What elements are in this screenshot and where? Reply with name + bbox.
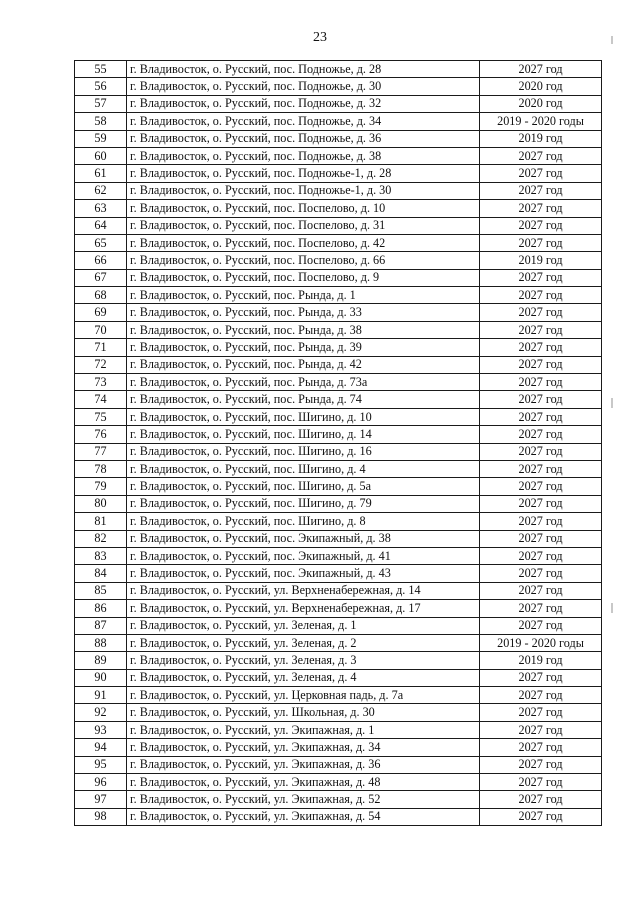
address-cell: г. Владивосток, о. Русский, пос. Поспелово, д. 9: [127, 269, 480, 286]
table-row: [75, 130, 602, 147]
year-cell: 2027 год: [480, 391, 602, 408]
row-number-cell: 65: [75, 234, 127, 251]
year-cell: 2027 год: [480, 165, 602, 182]
row-number-cell: 97: [75, 791, 127, 808]
row-number-cell: 66: [75, 252, 127, 269]
table-row: [75, 443, 602, 460]
row-number-cell: 73: [75, 374, 127, 391]
table-row: [75, 756, 602, 773]
row-number-cell: 55: [75, 61, 127, 78]
address-cell: г. Владивосток, о. Русский, пос. Рында, д. 33: [127, 304, 480, 321]
year-cell: 2020 год: [480, 95, 602, 112]
table-row: [75, 617, 602, 634]
row-number-cell: 70: [75, 321, 127, 338]
address-cell: г. Владивосток, о. Русский, пос. Экипажный, д. 38: [127, 530, 480, 547]
year-cell: 2027 год: [480, 321, 602, 338]
row-number-cell: 85: [75, 582, 127, 599]
address-cell: г. Владивосток, о. Русский, пос. Рында, д. 42: [127, 356, 480, 373]
housing-schedule-table: [74, 60, 602, 826]
row-number-cell: 69: [75, 304, 127, 321]
table-row: [75, 374, 602, 391]
table-row: [75, 269, 602, 286]
year-cell: 2027 год: [480, 269, 602, 286]
table-row: [75, 252, 602, 269]
address-cell: г. Владивосток, о. Русский, ул. Экипажная, д. 48: [127, 774, 480, 791]
table-row: [75, 460, 602, 477]
year-cell: 2027 год: [480, 582, 602, 599]
row-number-cell: 57: [75, 95, 127, 112]
address-cell: г. Владивосток, о. Русский, пос. Шигино, д. 10: [127, 408, 480, 425]
address-cell: г. Владивосток, о. Русский, пос. Шигино, д. 5а: [127, 478, 480, 495]
address-cell: г. Владивосток, о. Русский, пос. Шигино, д. 8: [127, 513, 480, 530]
table-body: [75, 61, 602, 826]
table-row: [75, 687, 602, 704]
year-cell: 2027 год: [480, 669, 602, 686]
year-cell: 2027 год: [480, 147, 602, 164]
table-row: [75, 426, 602, 443]
table-row: [75, 791, 602, 808]
table-row: [75, 478, 602, 495]
year-cell: 2027 год: [480, 61, 602, 78]
address-cell: г. Владивосток, о. Русский, пос. Подножье, д. 32: [127, 95, 480, 112]
table-row: [75, 408, 602, 425]
year-cell: 2027 год: [480, 426, 602, 443]
year-cell: 2027 год: [480, 408, 602, 425]
table-row: [75, 200, 602, 217]
year-cell: 2019 год: [480, 652, 602, 669]
year-cell: 2027 год: [480, 217, 602, 234]
address-cell: г. Владивосток, о. Русский, ул. Экипажная, д. 54: [127, 808, 480, 825]
address-cell: г. Владивосток, о. Русский, ул. Экипажная, д. 52: [127, 791, 480, 808]
table-row: [75, 95, 602, 112]
table-row: [75, 704, 602, 721]
year-cell: 2027 год: [480, 460, 602, 477]
address-cell: г. Владивосток, о. Русский, пос. Шигино, д. 4: [127, 460, 480, 477]
row-number-cell: 94: [75, 739, 127, 756]
table-row: [75, 530, 602, 547]
row-number-cell: 77: [75, 443, 127, 460]
address-cell: г. Владивосток, о. Русский, ул. Верхненабережная, д. 14: [127, 582, 480, 599]
row-number-cell: 84: [75, 565, 127, 582]
table-row: [75, 600, 602, 617]
table-row: [75, 739, 602, 756]
table-row: [75, 547, 602, 564]
year-cell: 2027 год: [480, 374, 602, 391]
year-cell: 2027 год: [480, 304, 602, 321]
year-cell: 2027 год: [480, 791, 602, 808]
address-cell: г. Владивосток, о. Русский, пос. Рында, д. 39: [127, 339, 480, 356]
table-row: [75, 61, 602, 78]
address-cell: г. Владивосток, о. Русский, пос. Поспелово, д. 31: [127, 217, 480, 234]
year-cell: 2027 год: [480, 808, 602, 825]
table-row: [75, 147, 602, 164]
year-cell: 2027 год: [480, 756, 602, 773]
table-row: [75, 321, 602, 338]
year-cell: 2027 год: [480, 530, 602, 547]
year-cell: 2019 год: [480, 252, 602, 269]
table-row: [75, 513, 602, 530]
address-cell: г. Владивосток, о. Русский, пос. Рында, д. 38: [127, 321, 480, 338]
row-number-cell: 76: [75, 426, 127, 443]
year-cell: 2027 год: [480, 739, 602, 756]
table-row: [75, 287, 602, 304]
row-number-cell: 67: [75, 269, 127, 286]
row-number-cell: 62: [75, 182, 127, 199]
year-cell: 2027 год: [480, 182, 602, 199]
year-cell: 2027 год: [480, 547, 602, 564]
row-number-cell: 93: [75, 721, 127, 738]
address-cell: г. Владивосток, о. Русский, пос. Поспелово, д. 42: [127, 234, 480, 251]
row-number-cell: 74: [75, 391, 127, 408]
year-cell: 2019 - 2020 годы: [480, 634, 602, 651]
address-cell: г. Владивосток, о. Русский, ул. Верхненабережная, д. 17: [127, 600, 480, 617]
year-cell: 2019 год: [480, 130, 602, 147]
address-cell: г. Владивосток, о. Русский, пос. Поспелово, д. 66: [127, 252, 480, 269]
address-cell: г. Владивосток, о. Русский, пос. Рында, д. 73а: [127, 374, 480, 391]
year-cell: 2027 год: [480, 704, 602, 721]
table-row: [75, 391, 602, 408]
address-cell: г. Владивосток, о. Русский, пос. Шигино, д. 79: [127, 495, 480, 512]
row-number-cell: 96: [75, 774, 127, 791]
address-cell: г. Владивосток, о. Русский, пос. Подножье, д. 34: [127, 113, 480, 130]
address-cell: г. Владивосток, о. Русский, ул. Зеленая, д. 4: [127, 669, 480, 686]
address-cell: г. Владивосток, о. Русский, пос. Рында, д. 1: [127, 287, 480, 304]
row-number-cell: 72: [75, 356, 127, 373]
table-row: [75, 634, 602, 651]
scan-margin-mark: [611, 603, 613, 613]
address-cell: г. Владивосток, о. Русский, ул. Экипажная, д. 34: [127, 739, 480, 756]
table-row: [75, 339, 602, 356]
page-number: 23: [313, 30, 327, 45]
row-number-cell: 78: [75, 460, 127, 477]
row-number-cell: 87: [75, 617, 127, 634]
address-cell: г. Владивосток, о. Русский, ул. Зеленая, д. 2: [127, 634, 480, 651]
address-cell: г. Владивосток, о. Русский, ул. Зеленая, д. 3: [127, 652, 480, 669]
address-cell: г. Владивосток, о. Русский, ул. Зеленая, д. 1: [127, 617, 480, 634]
table-row: [75, 304, 602, 321]
row-number-cell: 64: [75, 217, 127, 234]
row-number-cell: 86: [75, 600, 127, 617]
address-cell: г. Владивосток, о. Русский, пос. Подножье, д. 28: [127, 61, 480, 78]
address-cell: г. Владивосток, о. Русский, пос. Поспелово, д. 10: [127, 200, 480, 217]
table-row: [75, 565, 602, 582]
row-number-cell: 81: [75, 513, 127, 530]
table-row: [75, 582, 602, 599]
year-cell: 2027 год: [480, 721, 602, 738]
table-row: [75, 652, 602, 669]
address-cell: г. Владивосток, о. Русский, пос. Подножье, д. 36: [127, 130, 480, 147]
address-cell: г. Владивосток, о. Русский, ул. Экипажная, д. 36: [127, 756, 480, 773]
row-number-cell: 58: [75, 113, 127, 130]
row-number-cell: 75: [75, 408, 127, 425]
year-cell: 2027 год: [480, 234, 602, 251]
table-row: [75, 721, 602, 738]
address-cell: г. Владивосток, о. Русский, ул. Церковная падь, д. 7а: [127, 687, 480, 704]
row-number-cell: 91: [75, 687, 127, 704]
address-cell: г. Владивосток, о. Русский, пос. Подножье-1, д. 28: [127, 165, 480, 182]
year-cell: 2019 - 2020 годы: [480, 113, 602, 130]
scan-margin-mark: [611, 398, 613, 408]
table-row: [75, 165, 602, 182]
table-row: [75, 113, 602, 130]
year-cell: 2027 год: [480, 774, 602, 791]
table-row: [75, 217, 602, 234]
year-cell: 2027 год: [480, 687, 602, 704]
table-row: [75, 669, 602, 686]
year-cell: 2027 год: [480, 617, 602, 634]
year-cell: 2027 год: [480, 287, 602, 304]
row-number-cell: 79: [75, 478, 127, 495]
row-number-cell: 83: [75, 547, 127, 564]
year-cell: 2027 год: [480, 565, 602, 582]
row-number-cell: 61: [75, 165, 127, 182]
row-number-cell: 95: [75, 756, 127, 773]
year-cell: 2027 год: [480, 443, 602, 460]
address-cell: г. Владивосток, о. Русский, ул. Школьная, д. 30: [127, 704, 480, 721]
row-number-cell: 68: [75, 287, 127, 304]
year-cell: 2027 год: [480, 200, 602, 217]
row-number-cell: 92: [75, 704, 127, 721]
row-number-cell: 80: [75, 495, 127, 512]
row-number-cell: 56: [75, 78, 127, 95]
table-row: [75, 78, 602, 95]
address-cell: г. Владивосток, о. Русский, пос. Подножье, д. 38: [127, 147, 480, 164]
year-cell: 2027 год: [480, 356, 602, 373]
table-row: [75, 356, 602, 373]
row-number-cell: 88: [75, 634, 127, 651]
year-cell: 2027 год: [480, 478, 602, 495]
row-number-cell: 63: [75, 200, 127, 217]
row-number-cell: 98: [75, 808, 127, 825]
row-number-cell: 60: [75, 147, 127, 164]
address-cell: г. Владивосток, о. Русский, пос. Экипажный, д. 41: [127, 547, 480, 564]
row-number-cell: 89: [75, 652, 127, 669]
year-cell: 2020 год: [480, 78, 602, 95]
year-cell: 2027 год: [480, 339, 602, 356]
row-number-cell: 82: [75, 530, 127, 547]
table-row: [75, 774, 602, 791]
year-cell: 2027 год: [480, 495, 602, 512]
table-row: [75, 808, 602, 825]
row-number-cell: 59: [75, 130, 127, 147]
address-cell: г. Владивосток, о. Русский, пос. Шигино, д. 14: [127, 426, 480, 443]
table-row: [75, 234, 602, 251]
address-cell: г. Владивосток, о. Русский, пос. Подножье, д. 30: [127, 78, 480, 95]
address-cell: г. Владивосток, о. Русский, ул. Экипажная, д. 1: [127, 721, 480, 738]
row-number-cell: 71: [75, 339, 127, 356]
address-cell: г. Владивосток, о. Русский, пос. Подножье-1, д. 30: [127, 182, 480, 199]
address-cell: г. Владивосток, о. Русский, пос. Рында, д. 74: [127, 391, 480, 408]
address-cell: г. Владивосток, о. Русский, пос. Экипажный, д. 43: [127, 565, 480, 582]
scan-margin-mark: [611, 36, 613, 44]
address-cell: г. Владивосток, о. Русский, пос. Шигино, д. 16: [127, 443, 480, 460]
table-row: [75, 182, 602, 199]
year-cell: 2027 год: [480, 600, 602, 617]
table-row: [75, 495, 602, 512]
year-cell: 2027 год: [480, 513, 602, 530]
row-number-cell: 90: [75, 669, 127, 686]
